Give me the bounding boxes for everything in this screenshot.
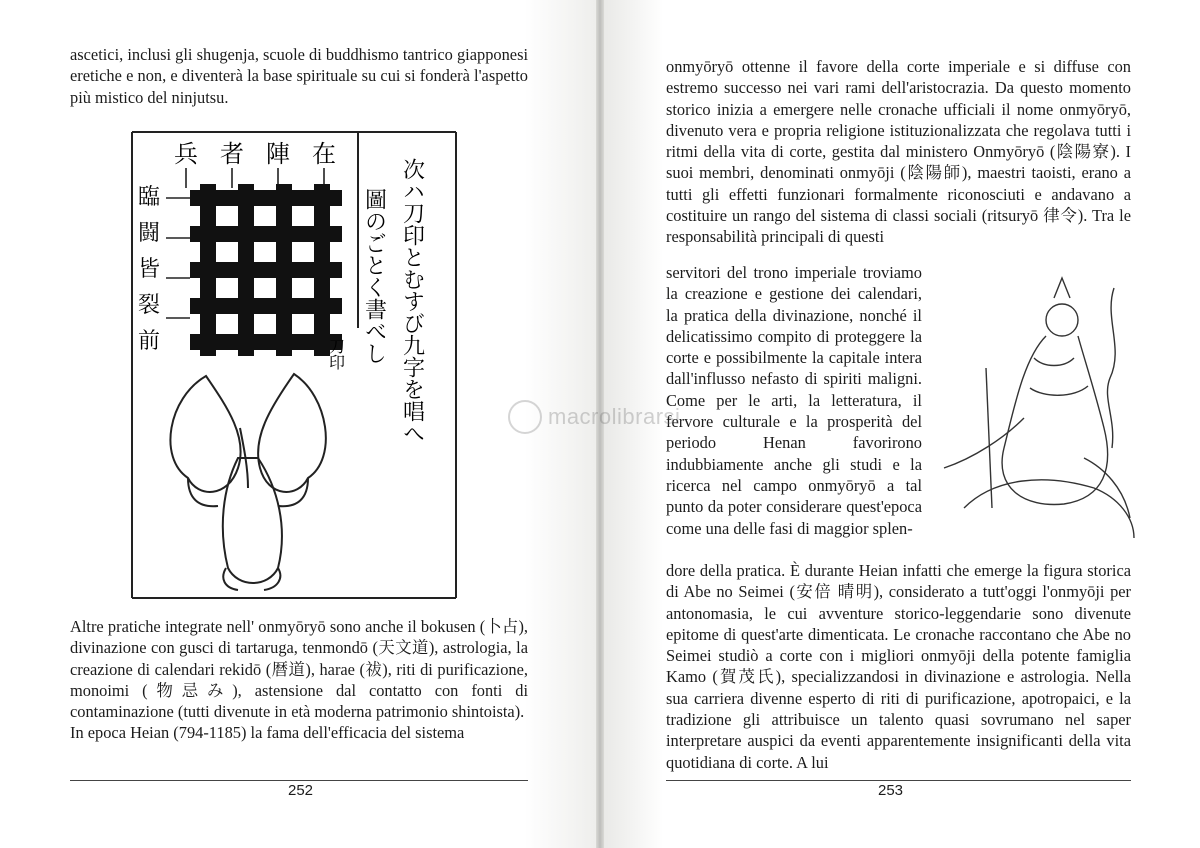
right-page <box>604 0 1200 848</box>
watermark-text: macrolibrarsi <box>548 404 681 429</box>
abe-no-seimei-illustration <box>934 258 1144 554</box>
top-kanji-3: 陣 <box>266 140 290 168</box>
right-footer-rule <box>666 780 1131 781</box>
side-kanji-3: 皆 <box>138 257 161 282</box>
left-footer-rule <box>70 780 528 781</box>
vertical-caption-2: 圖のごとく書べし <box>361 188 387 364</box>
side-kanji-1: 臨 <box>138 185 161 210</box>
right-paragraph-wrapped: servitori del trono imperiale troviamo la creazione e gestione dei calendari, la pratica della divinazione, nonché il delicatissimo compito di proteggere la corte e possibilmente la capitale intera dall'influsso nefasto di spiriti maligni. Come per le arti, la letteratura, il fervore culturale e la prosperità del periodo Henan favorirono indubbiamente anche gli studi e la ricerca nel campo onmyōryō a tal punto da poter considerare quest'epoca come una delle fasi di maggior splen- <box>666 263 922 538</box>
side-kanji-4: 裂 <box>138 293 161 318</box>
top-kanji-4: 在 <box>312 140 336 168</box>
watermark-logo-icon <box>508 400 542 434</box>
top-kanji-1: 兵 <box>174 140 198 168</box>
watermark <box>508 400 680 434</box>
right-paragraph-top: onmyōryō ottenne il favore della corte imperiale e si diffuse con estremo successo nei vari rami dell'aristocrazia. Da questo momento storico inizia a emergere nelle cronache ufficiali il nome onmyōryō, divenuto vera e propria religione istituzionalizzata che regolava tutti i ritmi della vita di corte, gestita dal ministero Onmyōryō (陰陽寮). I suoi membri, denominati onmyōji (陰陽師), maestri taoisti, erano a tutti gli effetti funzionari formalmente riconosciuti e andavano a costituire un rango del sistema di classi sociali (ritsuryō 律令). Tra le responsabilità principali di questi <box>666 57 1131 247</box>
top-kanji-2: 者 <box>220 140 244 168</box>
vertical-caption-1: 次ハ刀印とむすび九字を唱へ <box>399 158 425 444</box>
right-paragraph-after: dore della pratica. È durante Heian infatti che emerge la figura storica di Abe no Seimei (安倍 晴明), considerato a tutt'oggi l'onmyōji per antonomasia, le cui avventure storico-leggendarie sono divenute epitome di quest'arte dimenticata. Le cronache raccontano che Abe no Seimei studiò a corte con i migliori onmyōji della potente famiglia Kamo (賀茂氏), specializzandosi in divinazione e astrologia. Nella sua carriera divenne esperto di riti di purificazione, apotropaici, e la tradizione gli attribuisce un talento quasi sovrumano nel saper interpretare auspici da eventi apparentemente insignificanti della vita quotidiana di corte. A lui <box>666 561 1131 772</box>
right-page-number: 253 <box>878 782 904 799</box>
left-paragraph-top: ascetici, inclusi gli shugenja, scuole di buddhismo tantrico giapponesi eretiche e non, e diventerà la base spirituale su cui si fonderà l'aspetto più mistico del ninjutsu. <box>70 45 528 107</box>
kuji-in-grid-illustration <box>128 128 460 602</box>
side-kanji-5: 前 <box>138 329 161 354</box>
side-kanji-2: 闘 <box>138 221 161 246</box>
hand-label: 刀印 <box>326 338 346 370</box>
left-page-number: 252 <box>288 782 314 799</box>
left-paragraph-bottom: Altre pratiche integrate nell' onmyōryō sono anche il bokusen (卜占), divinazione con gusci di tartaruga, tenmondō (天文道), astrologia, la creazione di calendari rekidō (暦道), harae (祓), riti di purificazione, monoimi (物忌み), astensione dal contatto con fonti di contaminazione (tutti divenute in età moderna patrimonio shintoista). In epoca Heian (794-1185) la fama dell'efficacia del sistema <box>70 617 528 743</box>
left-page <box>0 0 596 848</box>
